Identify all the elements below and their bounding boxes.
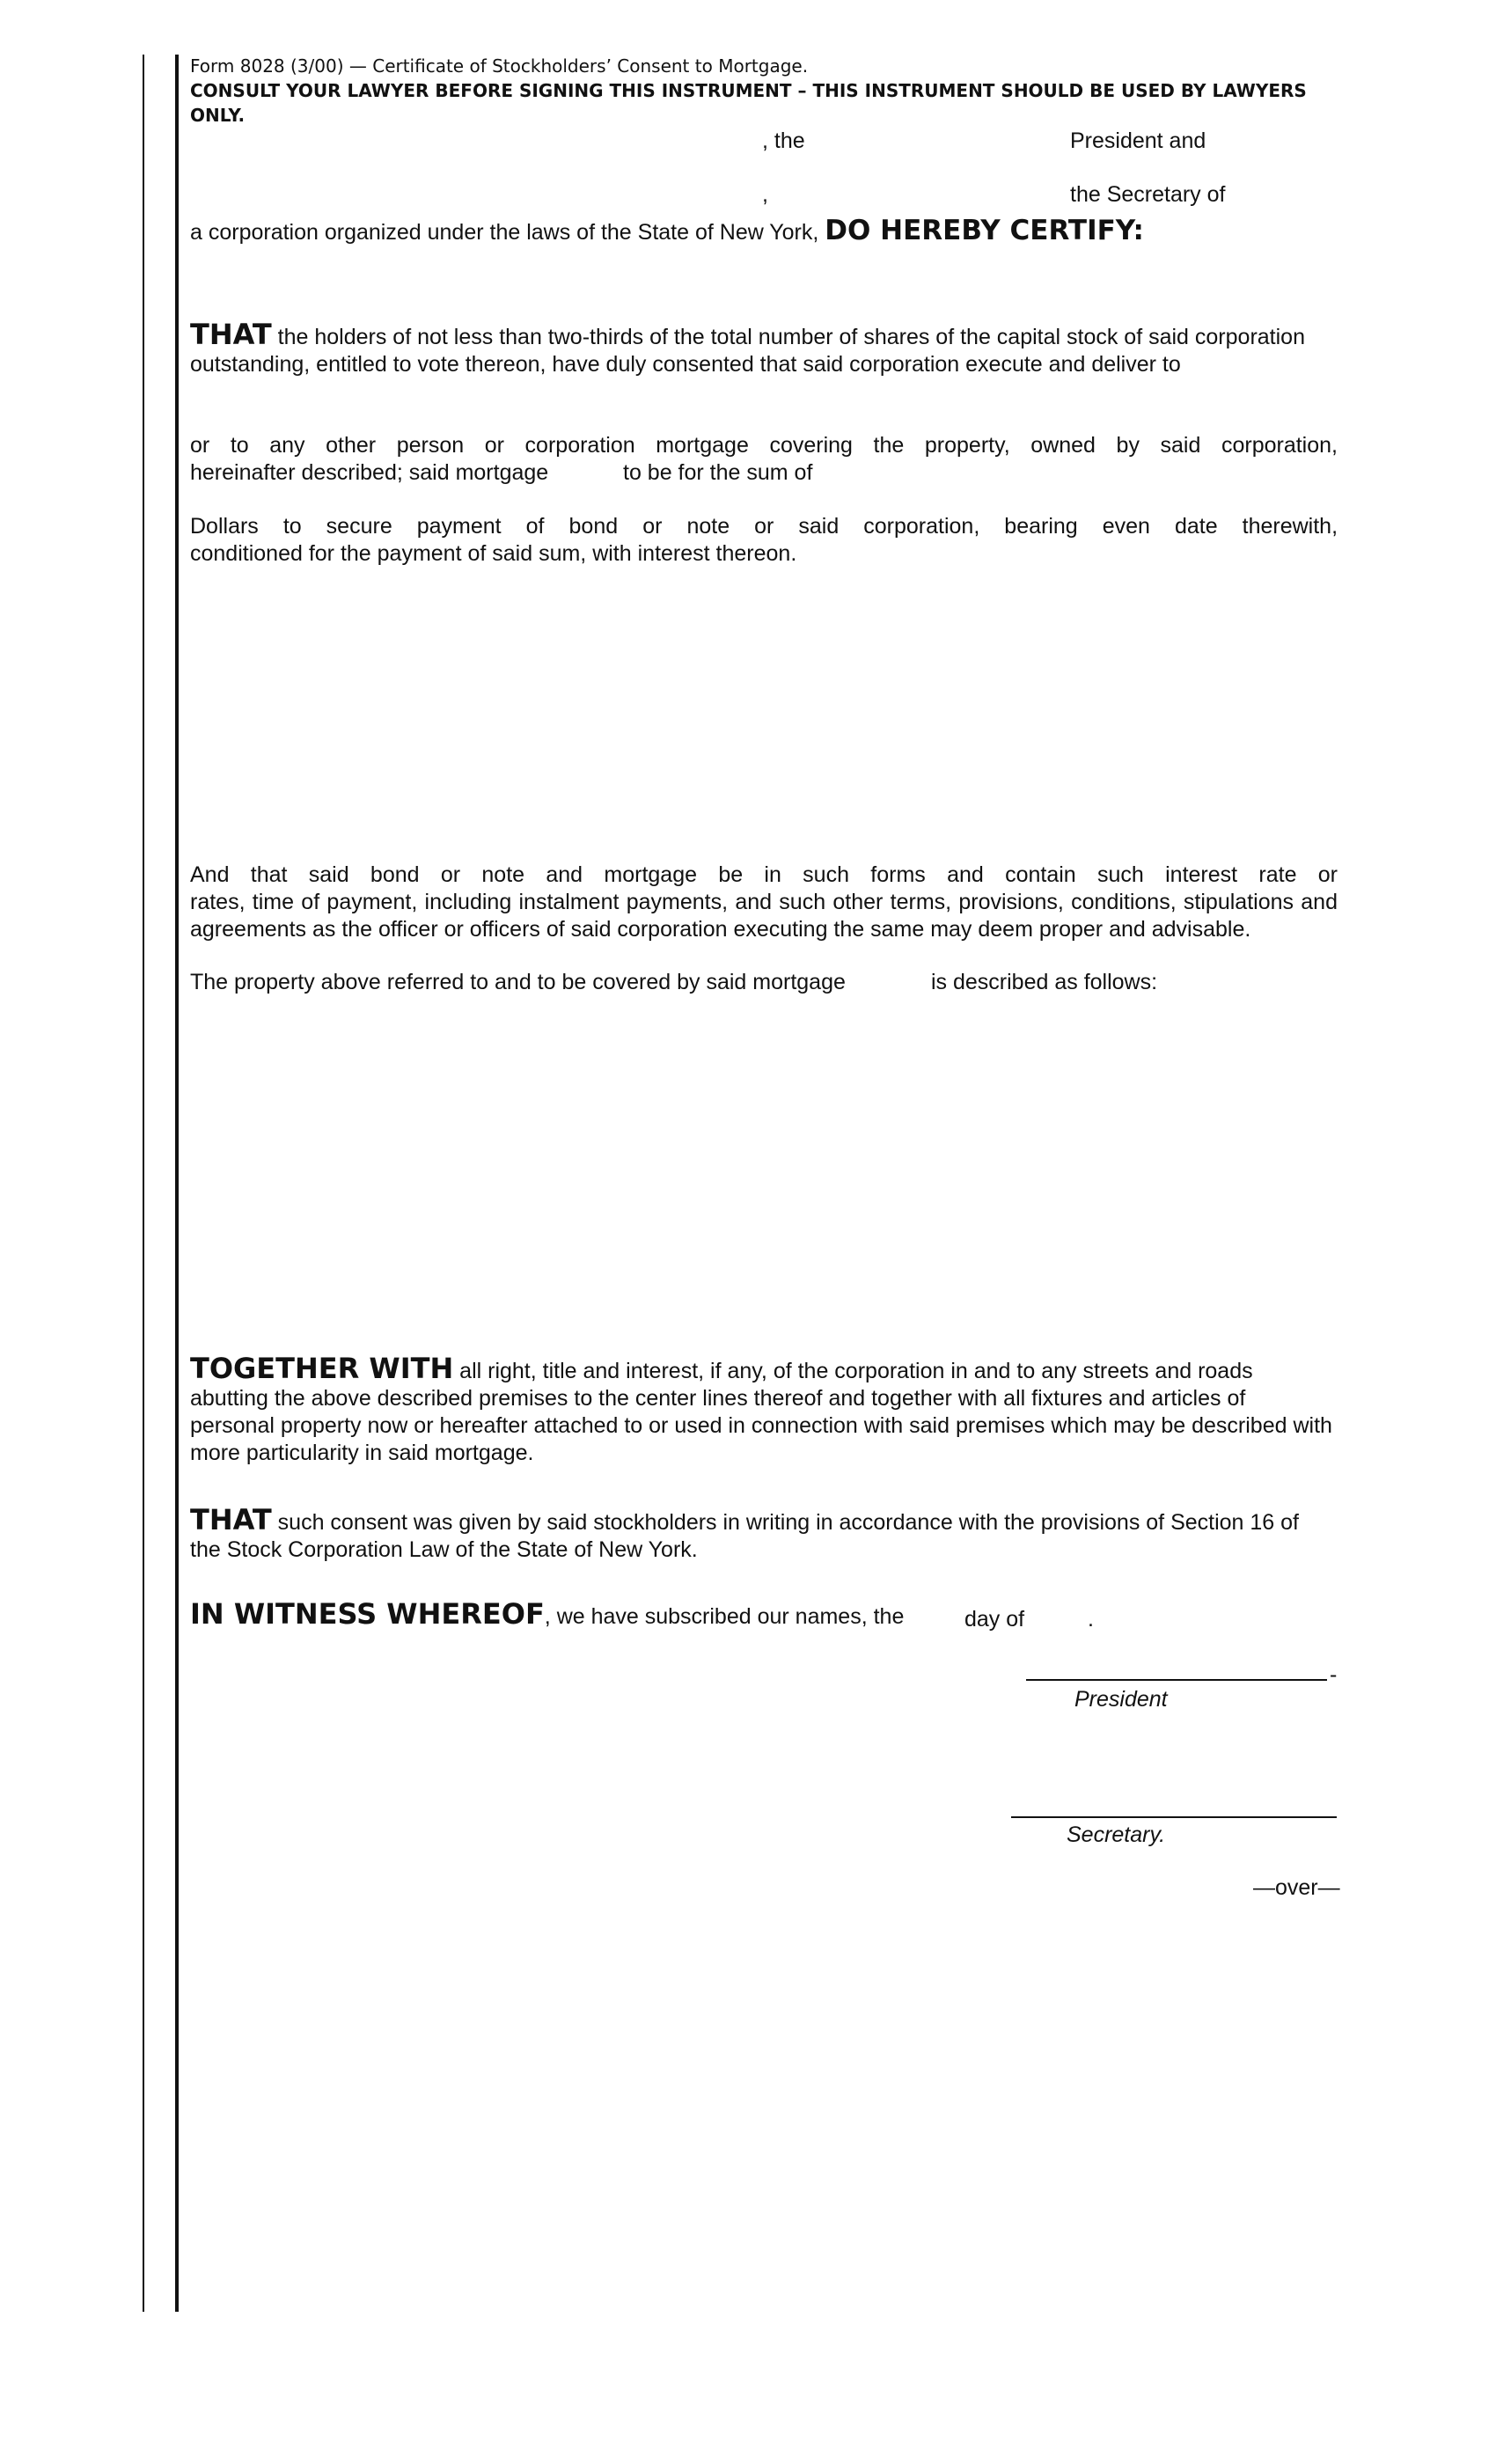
mortgage-line2-part1: hereinafter described; said mortgage: [190, 460, 549, 485]
over-text: —over—: [1253, 1875, 1340, 1900]
bond-line1: [190, 862, 1338, 889]
president-label: President: [1074, 1687, 1168, 1712]
the-text: , the: [762, 128, 805, 153]
mortgage-part-3: covering the property,: [769, 433, 1010, 458]
certify-heading: DO HEREBY CERTIFY:: [825, 215, 1144, 246]
corporation-text: a corporation organized under the laws of the State of New York,: [190, 220, 819, 245]
day-of-text: day of: [964, 1607, 1025, 1632]
mortgage-part-1: or to any other person or corporation: [190, 433, 635, 458]
bond-part-5: interest rate or: [1165, 862, 1338, 887]
dollars-part-5: therewith,: [1242, 514, 1338, 539]
dollars-part-4: note or said corporation, bearing even date: [686, 514, 1218, 539]
bond-part-2: or note: [440, 862, 525, 887]
together-line3: personal property now or hereafter attached to or used in connection with said premises which may be described with: [190, 1413, 1332, 1438]
witness-lead: IN WITNESS WHEREOF: [190, 1597, 545, 1631]
together-with-paragraph: [190, 1352, 1338, 1467]
dollars-part-2: bond: [568, 514, 619, 539]
president-dash: -: [1330, 1662, 1338, 1687]
that2-lead: THAT: [190, 1503, 272, 1536]
president-and-text: President and: [1070, 128, 1206, 153]
left-margin-rule-thin: [143, 55, 144, 2312]
that2-line2: the Stock Corporation Law of the State of New York.: [190, 1537, 698, 1562]
witness-text: , we have subscribed our names, the: [544, 1604, 905, 1629]
bond-line2: rates, time of payment, including instalment payments, and such other terms, provisions, conditions, stipulations and: [190, 890, 1338, 914]
mortgage-line2-part2: to be for the sum of: [623, 460, 813, 485]
lawyer-warning-line2: ONLY.: [190, 105, 246, 126]
dollars-part-3: or: [642, 514, 663, 539]
together-with-lead: TOGETHER WITH: [190, 1352, 454, 1385]
that-consent-writing-paragraph: [190, 1503, 1338, 1564]
bond-part-4: be in such forms and contain such: [718, 862, 1144, 887]
secretary-label: Secretary.: [1067, 1822, 1166, 1847]
bond-line3: agreements as the officer or officers of said corporation executing the same may deem proper and advisable.: [190, 917, 1251, 942]
lawyer-warning-line1: CONSULT YOUR LAWYER BEFORE SIGNING THIS INSTRUMENT – THIS INSTRUMENT SHOULD BE USED BY LAWYERS: [190, 80, 1307, 101]
president-signature-line: [1026, 1679, 1327, 1681]
mortgage-part-4: owned by said corporation,: [1030, 433, 1338, 458]
bond-part-1: And that said bond: [190, 862, 420, 887]
secretary-signature-line: [1011, 1816, 1337, 1818]
left-margin-rule-thick: [175, 55, 179, 2312]
dollars-line1: [190, 513, 1338, 540]
dollars-part-1: Dollars to secure payment of: [190, 514, 545, 539]
that-line1: [190, 318, 1338, 351]
form-title: Form 8028 (3/00) — Certificate of Stockholders’ Consent to Mortgage.: [190, 55, 809, 77]
bond-part-3: and mortgage: [546, 862, 697, 887]
property-text-part2: is described as follows:: [931, 970, 1158, 994]
that2-line1-text: such consent was given by said stockholders in writing in accordance with the provisions of Section 16 of: [271, 1510, 1300, 1535]
that-lead: THAT: [190, 318, 272, 351]
secretary-of-text: the Secretary of: [1070, 182, 1226, 207]
mortgage-line1: [190, 432, 1338, 459]
together-line1-text: all right, title and interest, if any, of the corporation in and to any streets and roads: [453, 1359, 1253, 1383]
dollars-line2: conditioned for the payment of said sum, with interest thereon.: [190, 541, 797, 566]
together-line4: more particularity in said mortgage.: [190, 1441, 534, 1465]
property-text-part1: The property above referred to and to be covered by said mortgage: [190, 970, 846, 994]
together-line2: abutting the above described premises to the center lines thereof and together with all fixtures and articles of: [190, 1386, 1246, 1411]
that-line1-text: the holders of not less than two-thirds of the total number of shares of the capital stock of said corporation: [271, 325, 1305, 349]
mortgage-part-2: mortgage: [656, 433, 749, 458]
together-line1: [190, 1352, 1338, 1385]
that2-line1: [190, 1503, 1338, 1536]
corporation-statement: [190, 217, 1144, 246]
period-text: .: [1088, 1607, 1094, 1632]
that-consent-paragraph: [190, 318, 1338, 378]
comma-text: ,: [762, 182, 768, 207]
witness-statement: [190, 1597, 905, 1631]
that-line2: outstanding, entitled to vote thereon, have duly consented that said corporation execute and deliver to: [190, 352, 1181, 377]
